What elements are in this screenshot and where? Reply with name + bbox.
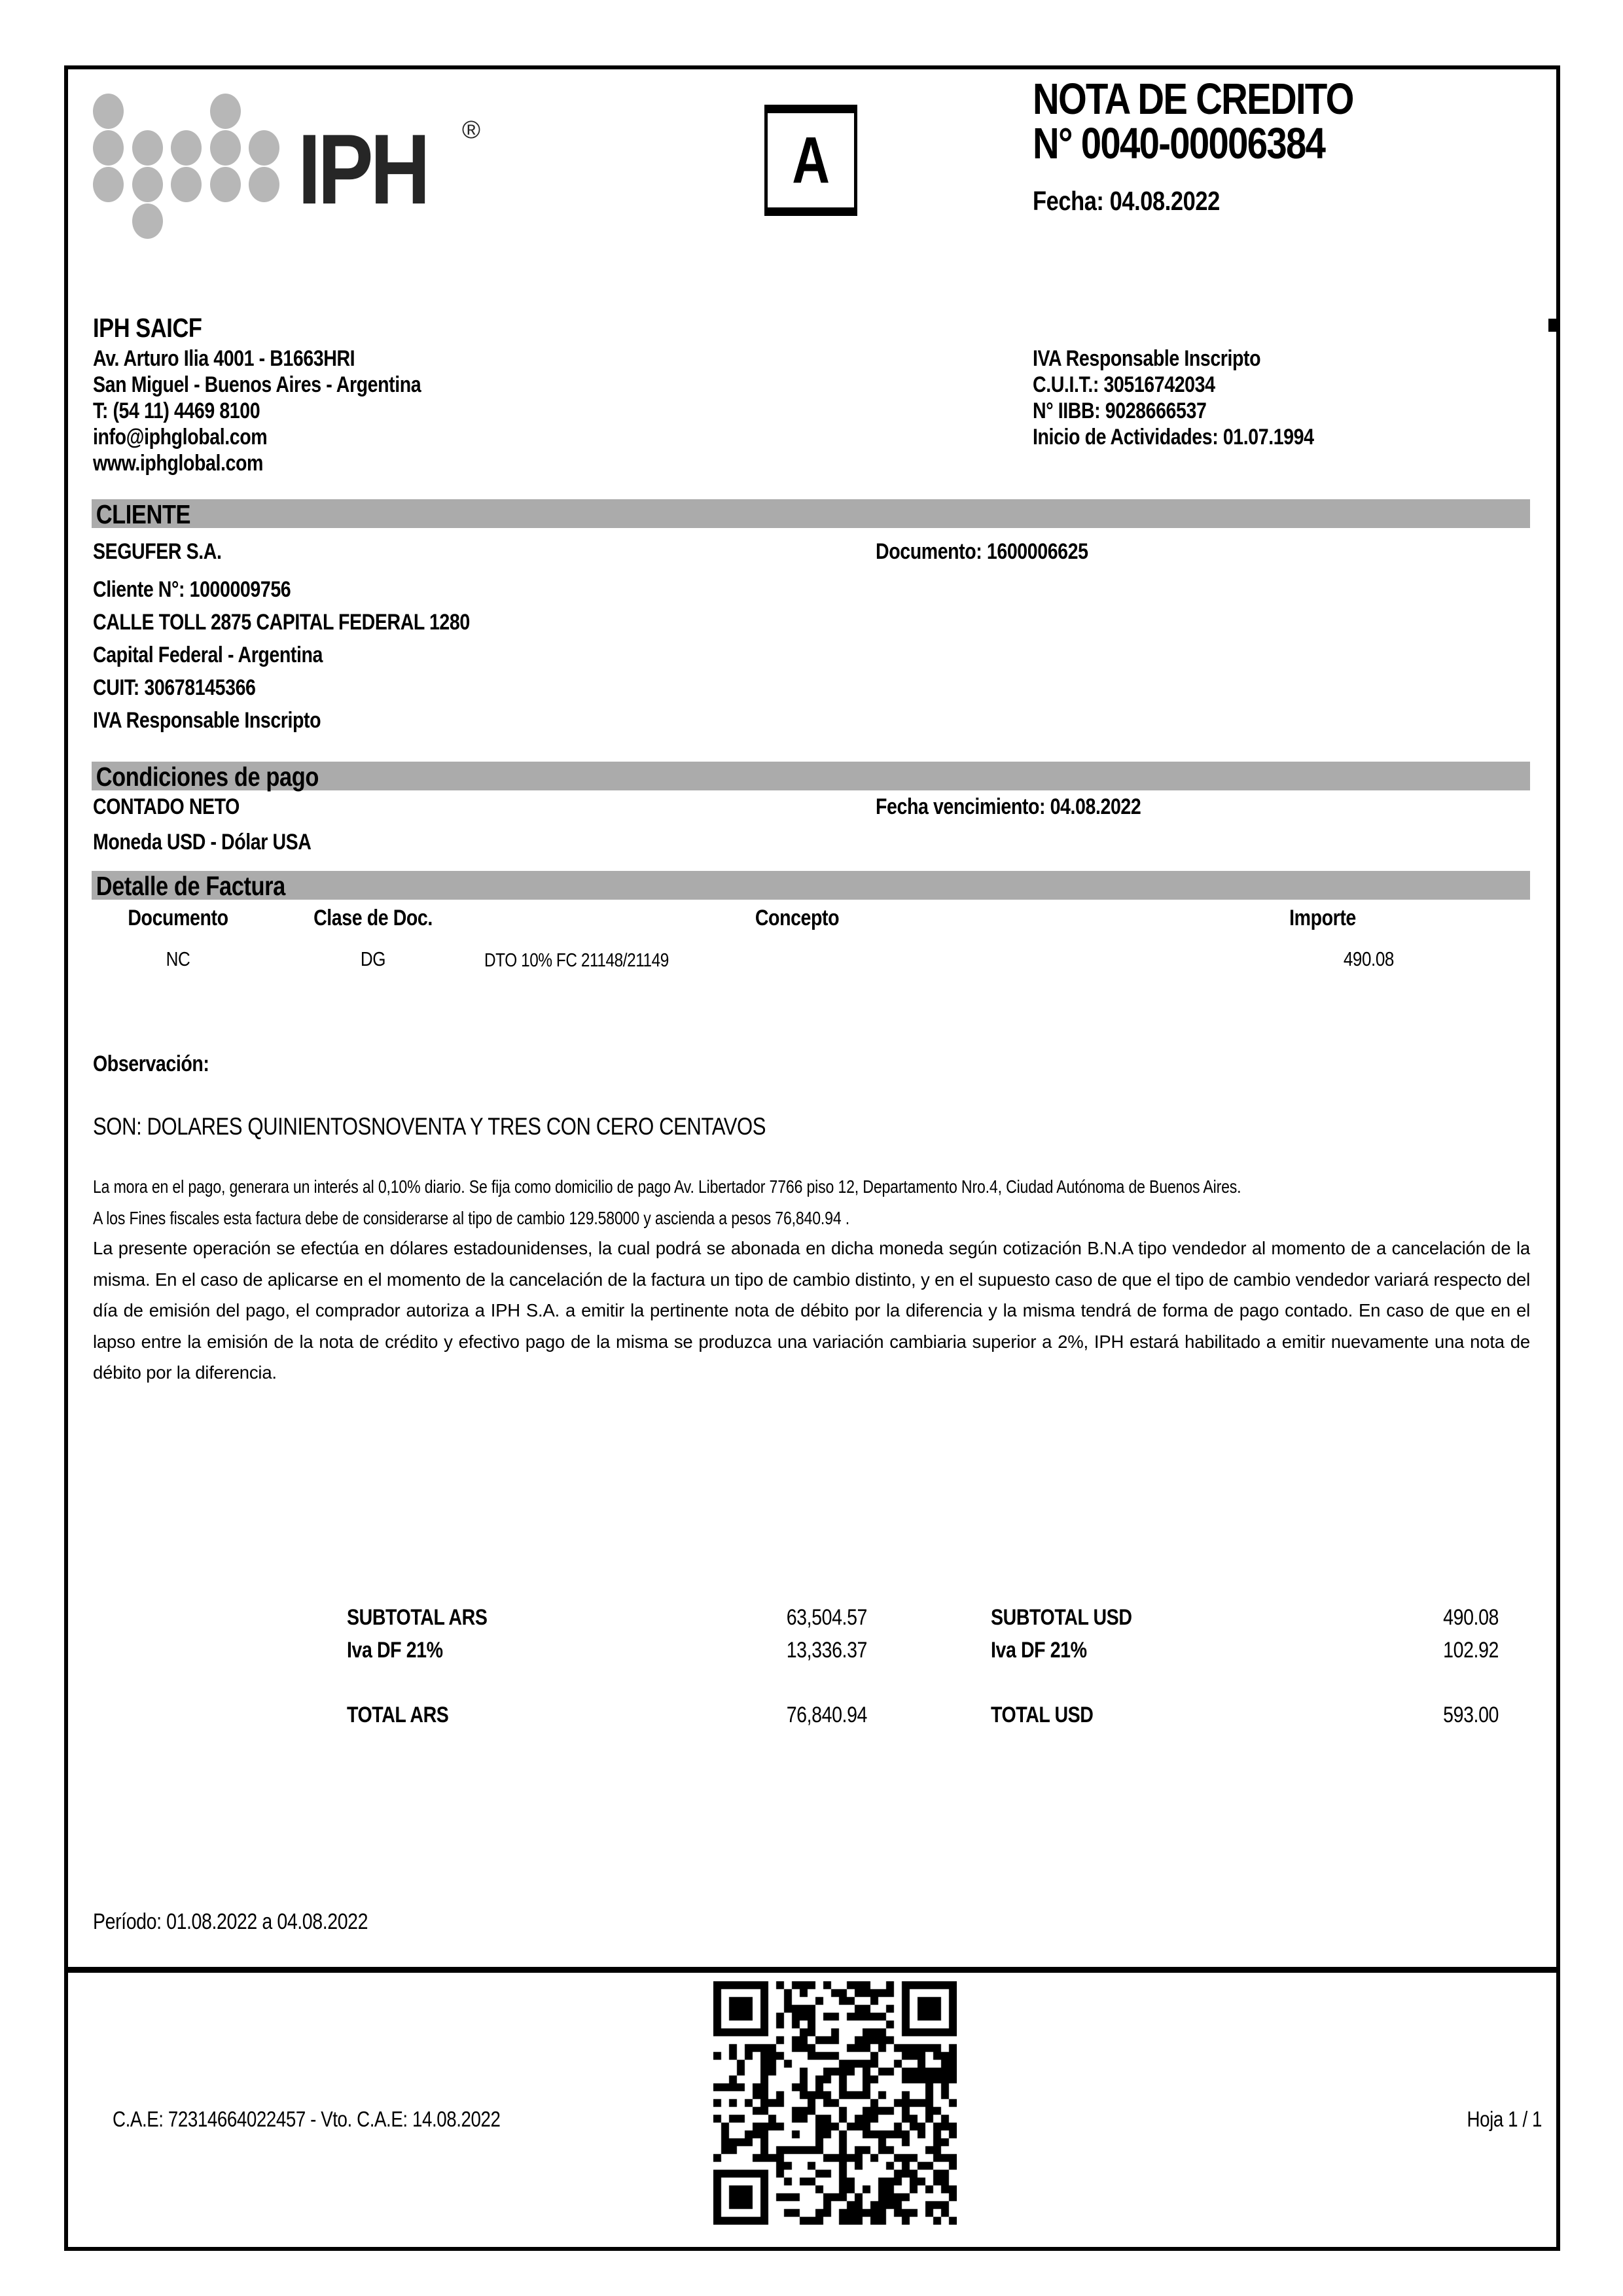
company-website: www.iphglobal.com [93, 451, 263, 476]
company-name: IPH SAICF [93, 313, 202, 343]
client-name: SEGUFER S.A. [93, 539, 222, 564]
payment-terms: CONTADO NETO [93, 794, 240, 819]
payment-due-date: Fecha vencimiento: 04.08.2022 [876, 794, 1141, 819]
iva-ars-value: 13,336.37 [786, 1638, 867, 1663]
client-number: Cliente N°: 1000009756 [93, 577, 291, 602]
logo-dot [93, 130, 124, 166]
iva-usd-value: 102.92 [1443, 1638, 1499, 1663]
logo-dot [132, 130, 163, 166]
document-date: Fecha: 04.08.2022 [1033, 186, 1220, 216]
amount-in-words: SON: DOLARES QUINIENTOSNOVENTA Y TRES CON CERO CENTAVOS [93, 1113, 766, 1140]
logo-dot [171, 130, 202, 166]
document-type-title: NOTA DE CREDITO [1033, 75, 1353, 124]
border-junction-mark [1548, 319, 1556, 332]
qr-code [713, 1981, 957, 2225]
client-details [93, 573, 470, 737]
payment-currency: Moneda USD - Dólar USA [93, 830, 312, 855]
legal-line-1: La mora en el pago, generara un interés al 0,10% diario. Se fija como domicilio de pago Av. Libertador 7766 piso 12, Departamento Nro.4, Ciudad Autónoma de Buenos Aires. [93, 1176, 1241, 1197]
logo-dot [249, 167, 279, 202]
column-header-clase: Clase de Doc. [313, 906, 433, 930]
logo-dot [249, 130, 279, 166]
row-clase: DG [360, 947, 386, 970]
column-header-concepto: Concepto [755, 906, 840, 930]
registered-trademark-icon: ® [462, 116, 480, 144]
company-address-line: T: (54 11) 4469 8100 [93, 398, 260, 423]
company-tax-info [1033, 345, 1314, 450]
footer-divider [64, 1967, 1560, 1973]
document-number: N° 0040-00006384 [1033, 119, 1325, 168]
legal-line-2: A los Fines fiscales esta factura debe de considerarse al tipo de cambio 129.58000 y ascienda a pesos 76,840.94 . [93, 1208, 850, 1228]
client-section-title: CLIENTE [96, 499, 191, 529]
company-address-line: San Miguel - Buenos Aires - Argentina [93, 372, 421, 397]
payment-section-bar [92, 762, 1530, 790]
company-email: info@iphglobal.com [93, 425, 268, 450]
company-cuit: C.U.I.T.: 30516742034 [1033, 372, 1215, 397]
client-address: CALLE TOLL 2875 CAPITAL FEDERAL 1280 [93, 610, 470, 635]
client-section-bar [92, 499, 1530, 528]
row-concepto: DTO 10% FC 21148/21149 [484, 950, 669, 971]
subtotal-usd-label: SUBTOTAL USD [991, 1605, 1132, 1630]
column-header-documento: Documento [128, 906, 228, 930]
company-activity-start: Inicio de Actividades: 01.07.1994 [1033, 425, 1314, 450]
logo-dot [210, 94, 241, 129]
row-importe: 490.08 [1343, 947, 1394, 970]
iph-logo-wordmark: IPH [298, 114, 427, 225]
observation-label: Observación: [93, 1051, 209, 1076]
iva-usd-label: Iva DF 21% [991, 1638, 1087, 1663]
logo-dot [132, 167, 163, 202]
total-ars-label: TOTAL ARS [347, 1703, 449, 1727]
payment-section-title: Condiciones de pago [96, 762, 319, 792]
total-usd-label: TOTAL USD [991, 1703, 1094, 1727]
logo-dot [210, 130, 241, 166]
column-header-importe: Importe [1289, 906, 1356, 930]
client-document-number: Documento: 1600006625 [876, 539, 1088, 564]
cae-line: C.A.E: 72314664022457 - Vto. C.A.E: 14.08.2022 [113, 2107, 501, 2131]
detail-section-bar [92, 871, 1530, 900]
logo-dot [93, 94, 124, 129]
invoice-letter-box [764, 105, 857, 216]
company-iibb: N° IIBB: 9028666537 [1033, 398, 1207, 423]
period-line: Período: 01.08.2022 a 04.08.2022 [93, 1909, 368, 1934]
logo-dot [210, 167, 241, 202]
row-documento: NC [166, 947, 190, 970]
total-ars-value: 76,840.94 [786, 1703, 867, 1727]
client-cuit: CUIT: 30678145366 [93, 675, 256, 700]
company-address-line: Av. Arturo Ilia 4001 - B1663HRI [93, 346, 355, 371]
page-indicator: Hoja 1 / 1 [1467, 2107, 1542, 2131]
subtotal-ars-value: 63,504.57 [786, 1605, 867, 1630]
logo-dot [171, 167, 202, 202]
company-address [93, 345, 421, 476]
total-usd-value: 593.00 [1443, 1703, 1499, 1727]
detail-section-title: Detalle de Factura [96, 871, 285, 901]
logo-dot [93, 167, 124, 202]
subtotal-ars-label: SUBTOTAL ARS [347, 1605, 488, 1630]
iva-ars-label: Iva DF 21% [347, 1638, 443, 1663]
invoice-letter: A [792, 124, 830, 197]
legal-paragraph: La presente operación se efectúa en dólares estadounidenses, la cual podrá se abonada en dicha moneda según cotización B.N.A tipo vendedor al momento de a cancelación de la misma. En el caso de aplicarse en el momento de la cancelación de la factura un tipo de cambio distinto, y en el supuesto caso de que el tipo de cambio vendedor variará respecto del día de emisión del pago, el comprador autoriza a IPH S.A. a emitir la pertinente nota de débito por la diferencia y la misma tendrá de forma de pago contado. En caso de que en el lapso entre la emisión de la nota de crédito y efectivo pago de la misma se produzca una variación cambiaria superior a 2%, IPH estará habilitado a emitir nuevamente una nota de débito por la diferencia. [93, 1238, 1530, 1383]
subtotal-usd-value: 490.08 [1443, 1605, 1499, 1630]
client-iva-status: IVA Responsable Inscripto [93, 708, 321, 733]
logo-dot [132, 203, 163, 239]
client-city: Capital Federal - Argentina [93, 643, 323, 667]
company-iva-status: IVA Responsable Inscripto [1033, 346, 1261, 371]
